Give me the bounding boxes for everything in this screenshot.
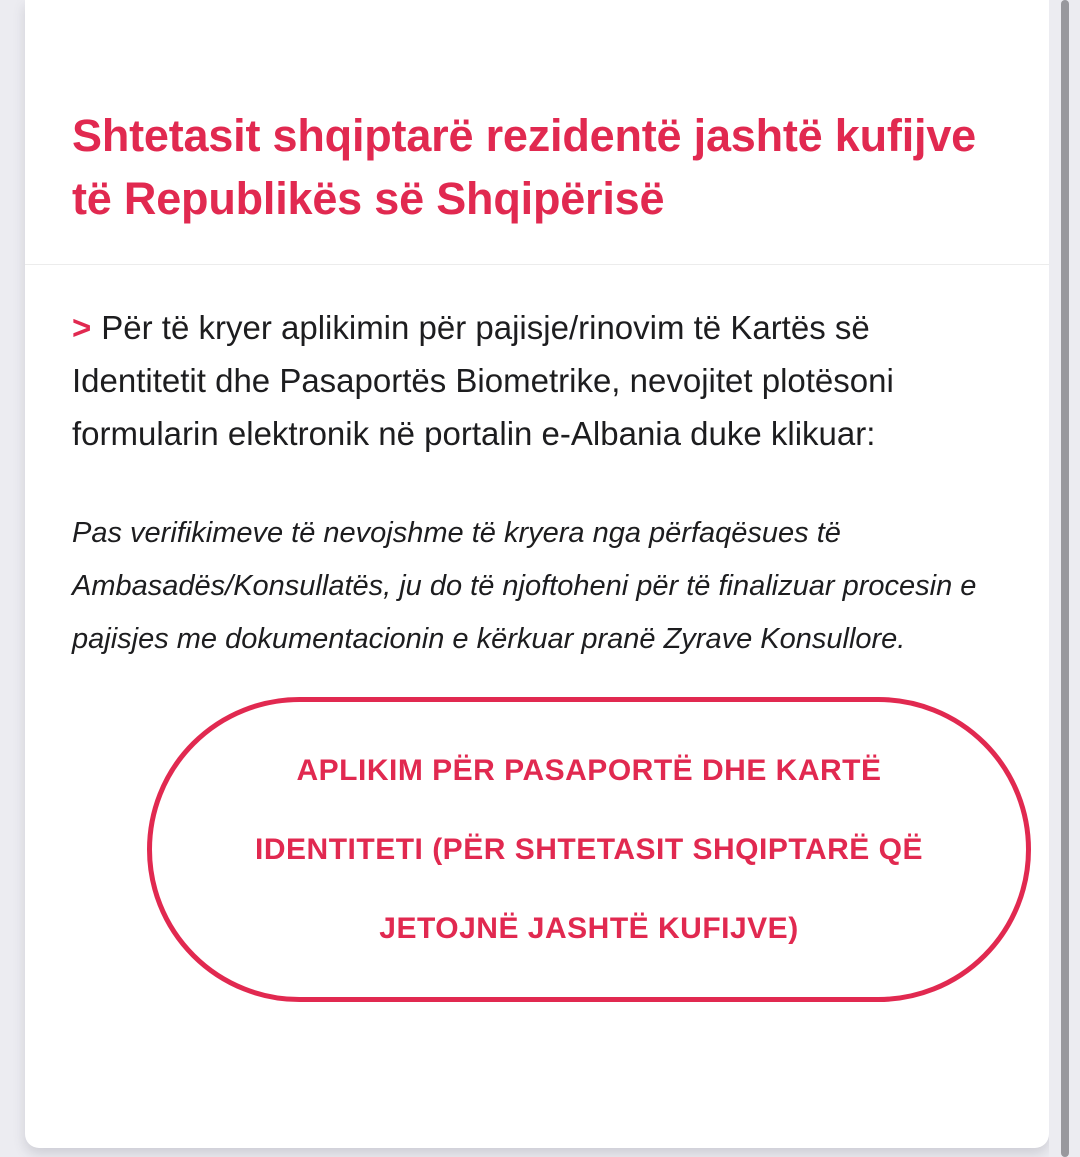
note-paragraph: Pas verifikimeve të nevojshme të kryera nga përfaqësues të Ambasadës/Konsullatës, ju do të njoftoheni për të finalizuar procesin e pajisjes me dokumentacionin e kërkuar pranë Zyrave Konsullore. [72,517,977,655]
scrollbar-thumb[interactable] [1061,0,1069,1157]
scrollbar-track[interactable] [1049,0,1080,1157]
cta-line-3: JETOJNË JASHTË KUFIJVE) [379,912,799,945]
intro-paragraph [72,301,995,460]
cta-line-2: IDENTITETI (PËR SHTETASIT SHQIPTARË QË [255,833,923,866]
section-divider [25,264,1049,265]
intro-text: Për të kryer aplikimin për pajisje/rinovim të Kartës së Identitetit dhe Pasaportës Biometrike, nevojitet plotësoni formularin elektronik në portalin e-Albania duke klikuar: [72,309,894,452]
page-title: Shtetasit shqiptarë rezidentë jashtë kufijve të Republikës së Shqipërisë [72,110,976,224]
application-cta-button[interactable] [147,697,1031,1002]
cta-line-1: APLIKIM PËR PASAPORTË DHE KARTË [296,754,882,787]
arrow-marker-icon: > [72,309,92,346]
content-card [25,0,1049,1148]
article-body [25,104,1049,1002]
